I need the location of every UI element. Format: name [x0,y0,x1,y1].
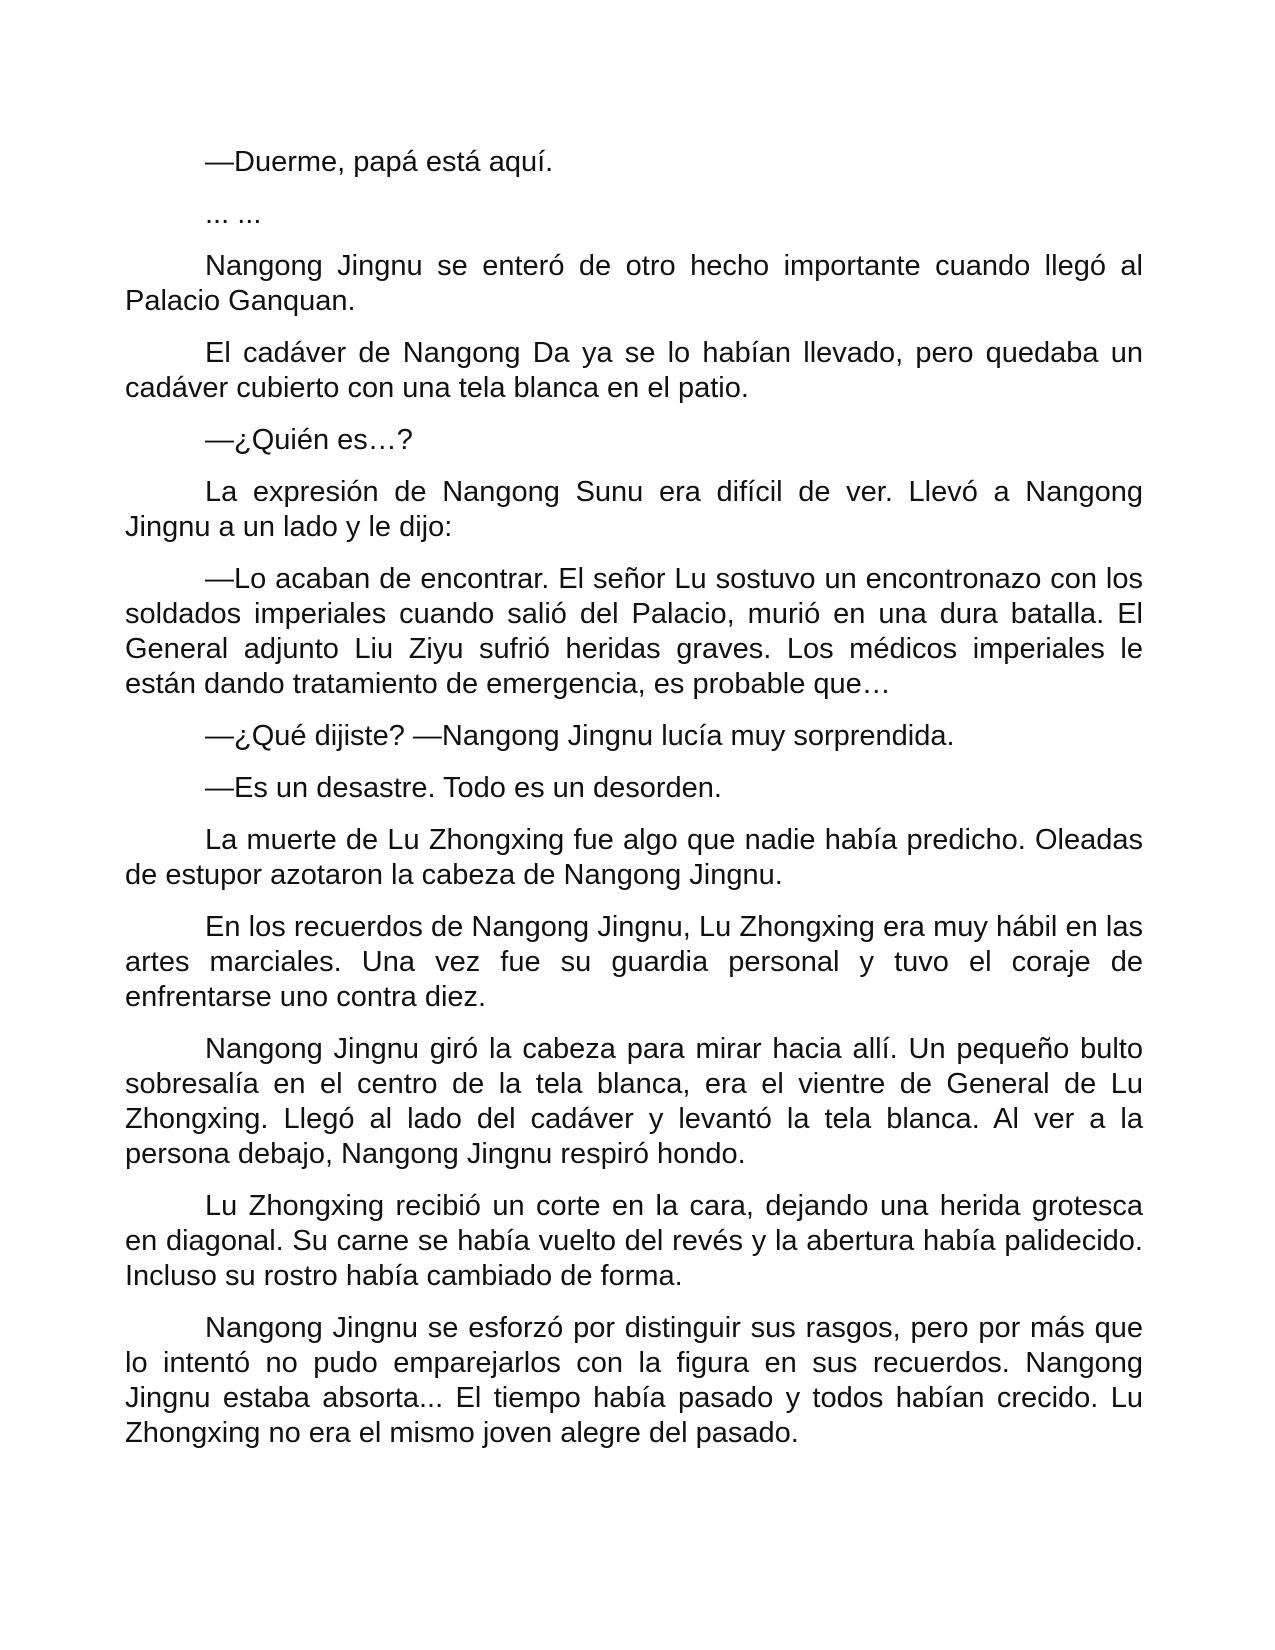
paragraph-9: —Es un desastre. Todo es un desorden. [205,772,722,804]
paragraph-4: El cadáver de Nangong Da ya se lo habían llevado, pero quedaba un cadáver cubierto con una tela blanca en el patio. [125,337,1143,404]
paragraph-1: —Duerme, papá está aquí. [205,146,554,178]
paragraph-14: Nangong Jingnu se esforzó por distinguir sus rasgos, pero por más que lo intentó no pudo emparejarlos con la figura en sus recuerdos. Nangong Jingnu estaba absorta... El tiempo había pasado y todos habían crecido. Lu Zhongxing no era el mismo joven alegre del pasado. [125,1312,1143,1449]
paragraph-12: Nangong Jingnu giró la cabeza para mirar hacia allí. Un pequeño bulto sobresalía en el centro de la tela blanca, era el vientre de General de Lu Zhongxing. Llegó al lado del cadáver y levantó la tela blanca. Al ver a la persona debajo, Nangong Jingnu respiró hondo. [125,1033,1143,1170]
paragraph-6: La expresión de Nangong Sunu era difícil de ver. Llevó a Nangong Jingnu a un lado y le dijo: [125,476,1143,543]
paragraph-11: En los recuerdos de Nangong Jingnu, Lu Zhongxing era muy hábil en las artes marciales. Una vez fue su guardia personal y tuvo el coraje de enfrentarse uno contra diez. [125,911,1143,1013]
paragraph-3: Nangong Jingnu se enteró de otro hecho importante cuando llegó al Palacio Ganquan. [125,250,1143,317]
paragraph-8: —¿Qué dijiste? —Nangong Jingnu lucía muy sorprendida. [205,720,955,752]
paragraph-13: Lu Zhongxing recibió un corte en la cara, dejando una herida grotesca en diagonal. Su carne se había vuelto del revés y la abertura había palidecido. Incluso su rostro había cambiado de forma. [125,1190,1143,1292]
paragraph-2: ... ... [205,198,262,230]
paragraph-5: —¿Quién es…? [205,424,413,456]
paragraph-7: —Lo acaban de encontrar. El señor Lu sostuvo un encontronazo con los soldados imperiales cuando salió del Palacio, murió en una dura batalla. El General adjunto Liu Ziyu sufrió heridas graves. Los médicos imperiales le están dando tratamiento de emergencia, es probable que… [125,563,1143,700]
document-body [125,145,1143,1468]
paragraph-10: La muerte de Lu Zhongxing fue algo que nadie había predicho. Oleadas de estupor azotaron la cabeza de Nangong Jingnu. [125,824,1143,891]
